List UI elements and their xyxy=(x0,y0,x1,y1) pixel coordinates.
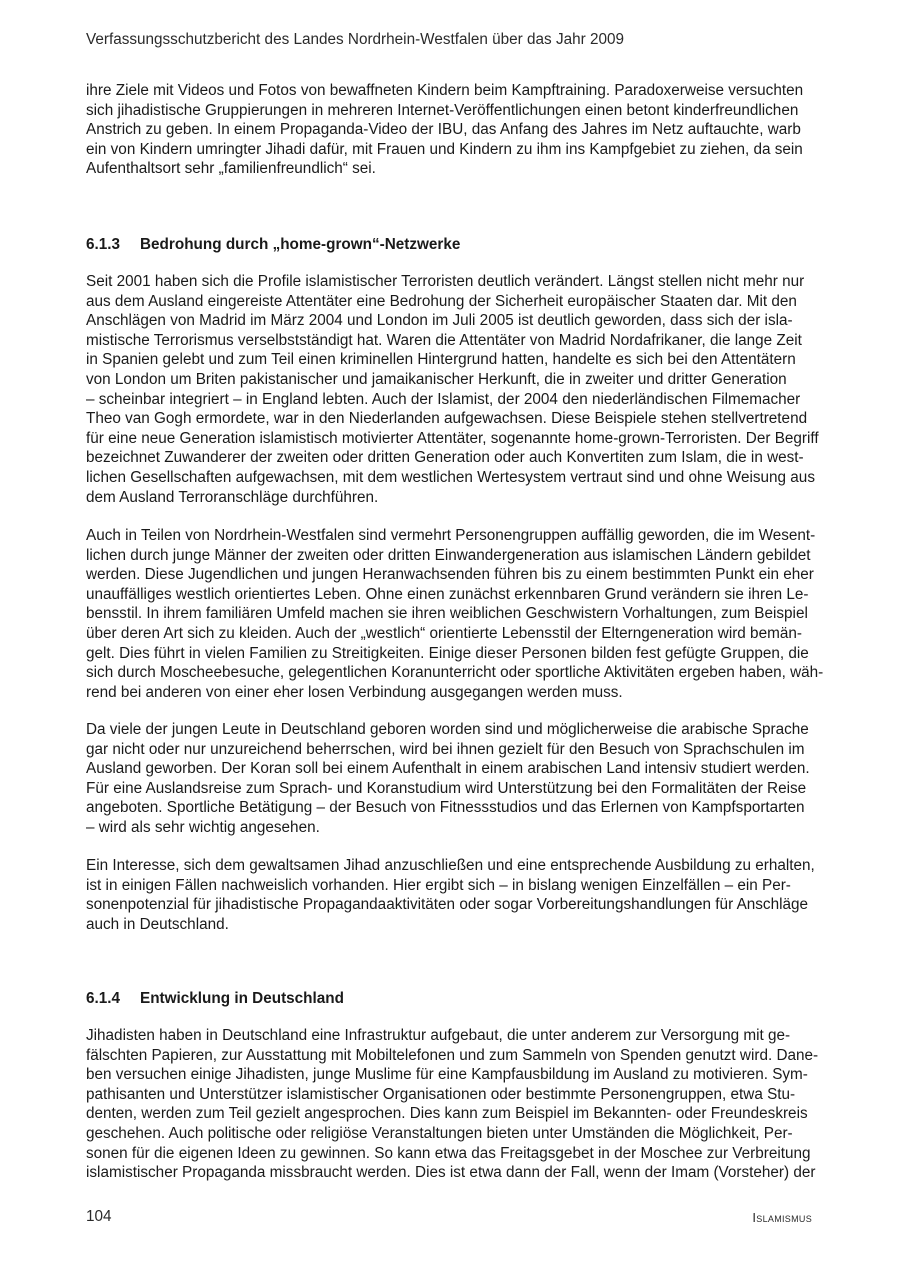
section-label: Islamismus xyxy=(752,1210,812,1225)
text-line: ben versuchen einige Jihadisten, junge Muslime für eine Kampfausbildung im Ausland zu motivieren. Sym- xyxy=(86,1066,808,1084)
text-line: geschehen. Auch politische oder religiöse Veranstaltungen bieten unter Umständen die Möglichkeit, Per- xyxy=(86,1124,793,1142)
running-header: Verfassungsschutzbericht des Landes Nordrhein-Westfalen über das Jahr 2009 xyxy=(86,31,624,48)
text-line: fälschten Papieren, zur Ausstattung mit Mobiltelefonen und zum Sammeln von Spenden genutzt wird. Dane- xyxy=(86,1046,819,1064)
text-line: Anstrich zu geben. In einem Propaganda-Video der IBU, das Anfang des Jahres im Netz auftauchte, warb xyxy=(86,121,801,139)
text-line: auch in Deutschland. xyxy=(86,915,229,933)
text-line: Anschlägen von Madrid im März 2004 und London im Juli 2005 ist deutlich geworden, dass sich der isla- xyxy=(86,312,793,330)
text-line: Ausland geworben. Der Koran soll bei einem Aufenthalt in einem arabischen Land intensiv studiert werden. xyxy=(86,760,810,778)
text-line: pathisanten und Unterstützer islamistischer Organisationen oder bestimmte Personengruppen, etwa Stu- xyxy=(86,1085,796,1103)
text-line: bensstil. In ihrem familiären Umfeld machen sie ihren weiblichen Geschwistern Vorhaltungen, zum Beispiel xyxy=(86,605,808,623)
text-line: von London um Briten pakistanischer und jamaikanischer Herkunft, die in zweiter und dritter Generation xyxy=(86,370,787,388)
text-line: ihre Ziele mit Videos und Fotos von bewaffneten Kindern beim Kampftraining. Paradoxerweise versuchten xyxy=(86,82,804,99)
heading-title: Bedrohung durch „home-grown“-Netzwerke xyxy=(140,236,461,253)
text-line: gar nicht oder nur unzureichend beherrschen, wird bei ihnen gezielt für den Besuch von Sprachschulen im xyxy=(86,740,805,758)
text-line: in Spanien gelebt und zum Teil einen kriminellen Hintergrund hatten, handelte es sich bei den Attentätern xyxy=(86,351,796,369)
text-line: islamistischer Propaganda missbraucht werden. Dies ist etwa dann der Fall, wenn der Imam (Vorsteher) der xyxy=(86,1164,816,1182)
text-line: gelt. Dies führt in vielen Familien zu Streitigkeiten. Einige dieser Personen bilden fest gefügte Gruppen, die xyxy=(86,644,809,662)
text-line: dem Ausland Terroranschläge durchführen. xyxy=(86,488,379,506)
heading-number: 6.1.4 xyxy=(86,990,121,1007)
text-line: Ein Interesse, sich dem gewaltsamen Jihad anzuschließen und eine entsprechende Ausbildung zu erhalten, xyxy=(86,857,815,874)
text-line: denten, werden zum Teil gezielt angesprochen. Dies kann zum Beispiel im Bekannten- oder Freundeskreis xyxy=(86,1105,808,1123)
heading-number: 6.1.3 xyxy=(86,236,121,253)
paragraph-deutschland xyxy=(86,1026,826,1183)
text-line: – scheinbar integriert – in England lebten. Auch der Islamist, der 2004 den niederländischen Filmemacher xyxy=(86,390,801,408)
text-line: Theo van Gogh ermordete, war in den Niederlanden aufgewachsen. Diese Beispiele stehen stellvertretend xyxy=(86,410,808,428)
text-line: sonen für die eigenen Ideen zu gewinnen. So kann etwa das Freitagsgebet in der Moschee zur Verbreitung xyxy=(86,1144,811,1162)
paragraph-home-grown-1 xyxy=(86,272,826,507)
paragraph-home-grown-2 xyxy=(86,526,826,702)
text-line: für eine neue Generation islamistisch motivierter Attentäter, sogenannte home-grown-Terroristen. Der Begriff xyxy=(86,429,819,447)
paragraph-intro xyxy=(86,81,826,179)
section-heading-6-1-3 xyxy=(86,236,460,254)
text-line: Aufenthaltsort sehr „familienfreundlich“ sei. xyxy=(86,160,376,178)
text-line: – wird als sehr wichtig angesehen. xyxy=(86,818,320,836)
text-line: unauffälliges westlich orientiertes Leben. Ohne einen zunächst erkennbaren Grund verändern sie ihren Le- xyxy=(86,585,809,603)
text-line: ein von Kindern umringter Jihadi dafür, mit Frauen und Kindern zu ihm ins Kampfgebiet zu ziehen, da sein xyxy=(86,140,803,158)
text-line: sich durch Moscheebesuche, gelegentlichen Koranunterricht oder sportliche Aktivitäten ergeben haben, wäh- xyxy=(86,664,824,682)
text-line: ist in einigen Fällen nachweislich vorhanden. Hier ergibt sich – in bislang wenigen Einzelfällen – ein Per- xyxy=(86,876,791,894)
text-line: Seit 2001 haben sich die Profile islamistischer Terroristen deutlich verändert. Längst stellen nicht mehr nur xyxy=(86,273,805,290)
text-line: Jihadisten haben in Deutschland eine Infrastruktur aufgebaut, die unter anderem zur Versorgung mit ge- xyxy=(86,1027,791,1044)
text-line: aus dem Ausland eingereiste Attentäter eine Bedrohung der Sicherheit europäischer Staaten dar. Mit den xyxy=(86,292,797,310)
heading-title: Entwicklung in Deutschland xyxy=(140,990,344,1007)
text-line: mistische Terrorismus verselbstständigt hat. Waren die Attentäter von Madrid Nordafrikaner, die lange Zeit xyxy=(86,331,802,349)
paragraph-home-grown-4 xyxy=(86,856,826,934)
paragraph-home-grown-3 xyxy=(86,720,826,838)
text-line: sich jihadistische Gruppierungen in mehreren Internet-Veröffentlichungen einen betont kinderfreundlichen xyxy=(86,101,799,119)
text-line: bezeichnet Zuwanderer der zweiten oder dritten Generation oder auch Konvertiten zum Islam, die in west- xyxy=(86,449,804,467)
text-line: werden. Diese Jugendlichen und jungen Heranwachsenden führen bis zu einem bestimmten Punkt ein eher xyxy=(86,566,814,584)
page-number: 104 xyxy=(86,1208,112,1225)
text-line: angeboten. Sportliche Betätigung – der Besuch von Fitnessstudios und das Erlernen von Kampfsportarten xyxy=(86,799,805,817)
text-line: lichen Gesellschaften aufgewachsen, mit dem westlichen Wertesystem vertraut sind und ohne Weisung aus xyxy=(86,468,815,486)
section-heading-6-1-4 xyxy=(86,990,344,1008)
text-line: Da viele der jungen Leute in Deutschland geboren worden sind und möglicherweise die arabische Sprache xyxy=(86,721,809,738)
text-line: Für eine Auslandsreise zum Sprach- und Koranstudium wird Unterstützung bei den Formalitäten der Reise xyxy=(86,779,807,797)
text-line: über deren Art sich zu kleiden. Auch der „westlich“ orientierte Lebensstil der Elterngeneration wird bemän- xyxy=(86,624,802,642)
text-line: lichen durch junge Männer der zweiten oder dritten Einwandergeneration aus islamischen Ländern gebildet xyxy=(86,546,811,564)
text-line: sonenpotenzial für jihadistische Propagandaaktivitäten oder sogar Vorbereitungshandlungen für Anschläge xyxy=(86,896,809,914)
text-line: rend bei anderen von einer eher losen Verbindung ausgegangen werden muss. xyxy=(86,683,623,701)
text-line: Auch in Teilen von Nordrhein-Westfalen sind vermehrt Personengruppen auffällig geworden, die im Wesent- xyxy=(86,527,816,544)
